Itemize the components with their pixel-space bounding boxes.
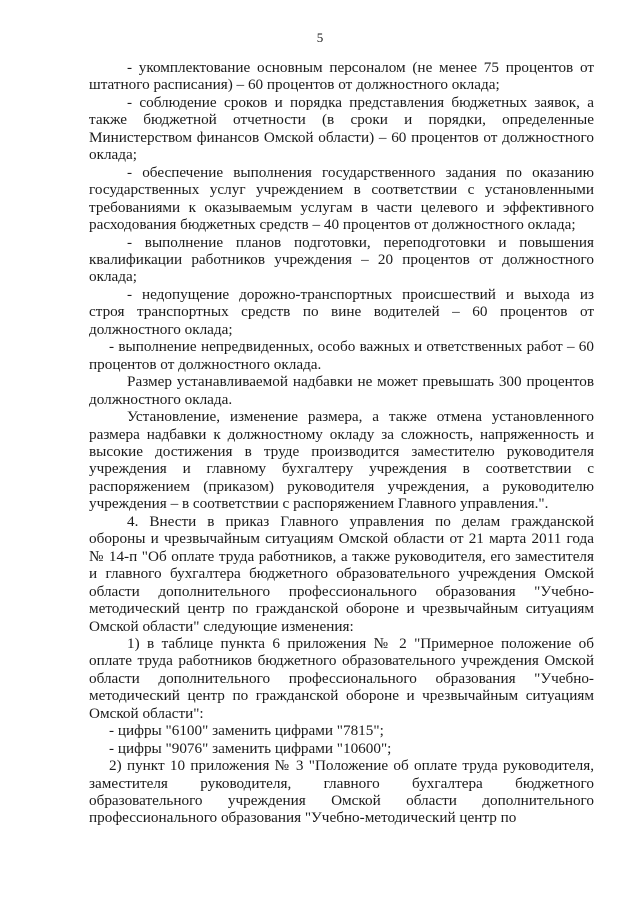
paragraph-item-4: 4. Внести в приказ Главного управления по делам гражданской обороны и чрезвычайным ситуациям Омской области от 21 марта 2011 года № 14-п "Об оплате труда работников, а также руководителя, его заместителя и главного бухгалтера бюджетного образовательного учреждения Омской области дополнительного профессионального образования "Учебно-методический центр по гражданской обороне и чрезвычайным ситуациям Омской области" следующие изменения: (89, 512, 594, 635)
paragraph-subitem-2: 2) пункт 10 приложения № 3 "Положение об оплате труда руководителя, заместителя руководителя, главного бухгалтера бюджетного образовательного учреждения Омской области дополнительного профессионального образования "Учебно-методический центр по (89, 757, 594, 827)
paragraph-training-plans: - выполнение планов подготовки, переподготовки и повышения квалификации работников учреждения – 20 процентов от должностного оклада; (89, 233, 594, 286)
paragraph-staffing: - укомплектование основным персоналом (не менее 75 процентов от штатного расписания) – 60 процентов от должностного оклада; (89, 59, 594, 94)
paragraph-state-assignment: - обеспечение выполнения государственного задания по оказанию государственных услуг учреждением в соответствии с установленными требованиями к оказываемым услугам в части целевого и эффективного расходования бюджетных средств – 40 процентов от должностного оклада; (89, 163, 594, 234)
paragraph-subitem-1: 1) в таблице пункта 6 приложения № 2 "Примерное положение об оплате труда работников бюджетного образовательного учреждения Омской области дополнительного профессионального образования "Учебно-методический центр по гражданской обороне и чрезвычайным ситуациям Омской области": (89, 634, 594, 722)
document-body (89, 59, 594, 827)
paragraph-allowance-establishment: Установление, изменение размера, а также отмена установленного размера надбавки к должностному окладу за сложность, напряженность и высокие достижения в труде производится заместителю руководителя учреждения и главному бухгалтеру учреждения в соответствии с распоряжением (приказом) руководителя учреждения, а руководителю учреждения – в соответствии с распоряжением Главного управления.". (89, 408, 594, 513)
paragraph-road-accidents: - недопущение дорожно-транспортных происшествий и выхода из строя транспортных средств по вине водителей – 60 процентов от должностного оклада; (89, 285, 594, 338)
paragraph-unforeseen-work: - выполнение непредвиденных, особо важных и ответственных работ – 60 процентов от должностного оклада. (89, 338, 594, 373)
page-number: 5 (316, 30, 324, 45)
paragraph-figure-replace-2: - цифры "9076" заменить цифрами "10600"; (109, 739, 392, 757)
paragraph-figure-replace-1: - цифры "6100" заменить цифрами "7815"; (109, 722, 384, 740)
paragraph-allowance-limit: Размер устанавливаемой надбавки не может превышать 300 процентов должностного оклада. (89, 373, 594, 408)
paragraph-budget-requests: - соблюдение сроков и порядка представления бюджетных заявок, а также бюджетной отчетности (в сроки и порядки, определенные Министерством финансов Омской области) – 60 процентов от должностного оклада; (89, 93, 594, 164)
